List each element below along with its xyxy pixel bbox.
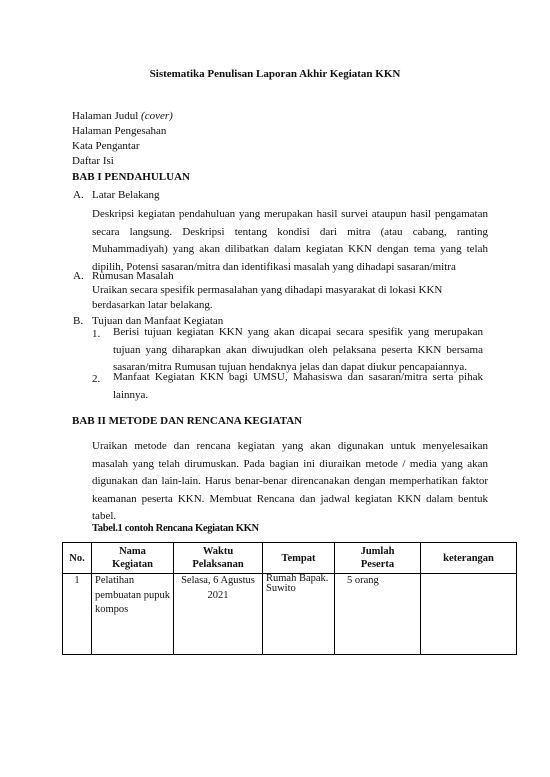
list-item-1-text: Berisi tujuan kegiatan KKN yang akan dicapai secara spesifik yang merupakan tujuan yang diharapkan akan diwujudkan oleh pelaksana peserta KKN bersama sasaran/mitra Rumusan tujuan hendaknya jelas dan dapat diukur pencapaiannya. [113,326,483,373]
bab2-heading: BAB II METODE DAN RENCANA KEGIATAN [72,415,303,427]
section-rumusan-marker: A. [73,270,84,282]
section-rumusan-text: Uraikan secara spesifik permasalahan yang dihadapi masyarakat di lokasi KKN berdasarkan latar belakang. [92,284,443,311]
header-jumlah-peserta [335,543,421,574]
section-a-marker: A. [73,189,84,201]
section-b-marker: B. [73,315,84,327]
list-item-2-text: Manfaat Kegiatan KKN bagi UMSU, Mahasiswa dan sasaran/mitra serta pihak lainnya. [113,371,483,401]
header-nama-kegiatan [92,543,174,574]
cover-note: (cover) [141,110,173,122]
front-matter-pengesahan: Halaman Pengesahan [72,125,167,137]
header-nama-line1: Nama [119,546,146,557]
front-matter-kata-pengantar: Kata Pengantar [72,140,140,152]
header-tempat: Tempat [263,543,335,574]
bab2-text: Uraikan metode dan rencana kegiatan yang akan digunakan untuk menyelesaikan masalah yang telah dirumuskan. Pada bagian ini diuraikan metode / media yang akan digunakan dan lain-lain. Harus benar-benar direncanakan dengan memperhatikan faktor keamanan peserta KKN. Membuat Rencana dan jadwal kegiatan KKN dalam bentuk tabel. [92,440,488,522]
header-no: No. [63,543,92,574]
header-nama-line2: Kegiatan [112,559,153,570]
front-matter-cover [72,109,173,123]
bab1-heading: BAB I PENDAHULUAN [72,171,190,183]
header-jumlah-line2: Peserta [360,559,395,570]
header-jumlah-line1: Jumlah [360,546,395,557]
table-header-row [63,543,517,574]
rencana-kegiatan-table [62,542,517,655]
cell-waktu: Selasa, 6 Agustus 2021 [174,574,263,655]
section-rumusan-title: Rumusan Masalah [92,270,174,282]
cell-tempat: Rumah Bapak. Suwito [263,574,335,655]
section-b-title: Tujuan dan Manfaat Kegiatan [92,315,224,327]
cell-jumlah: 5 orang [335,574,421,655]
header-waktu-line1: Waktu [202,546,234,557]
cell-keterangan [421,574,517,655]
cell-no: 1 [63,574,92,655]
section-a-text: Deskripsi kegiatan pendahuluan yang merupakan hasil survei ataupun hasil pengamatan secara langsung. Deskripsi tentang kondisi dari mitra (atau cabang, ranting Muhammadiyah) yang akan dilibatkan dalam kegiatan KKN dengan tema yang telah dipilih, Potensi sasaran/mitra dan identifikasi masalah yang dihadapi sasaran/mitra [92,208,488,273]
table-row [63,574,517,655]
header-waktu-pelaksanan [174,543,263,574]
header-keterangan: keterangan [421,543,517,574]
front-matter-daftar-isi: Daftar Isi [72,155,114,167]
list-item-2-marker: 2. [92,373,101,385]
cell-nama-kegiatan: Pelatihan pembuatan pupuk kompos [92,574,174,655]
header-waktu-line2: Pelaksanan [192,559,244,570]
list-item-1-marker: 1. [92,328,101,340]
table-caption: Tabel.1 contoh Rencana Kegiatan KKN [92,523,259,534]
document-title: Sistematika Penulisan Laporan Akhir Kegiatan KKN [149,68,401,80]
halaman-judul: Halaman Judul [72,110,139,122]
section-a-title: Latar Belakang [92,189,160,201]
